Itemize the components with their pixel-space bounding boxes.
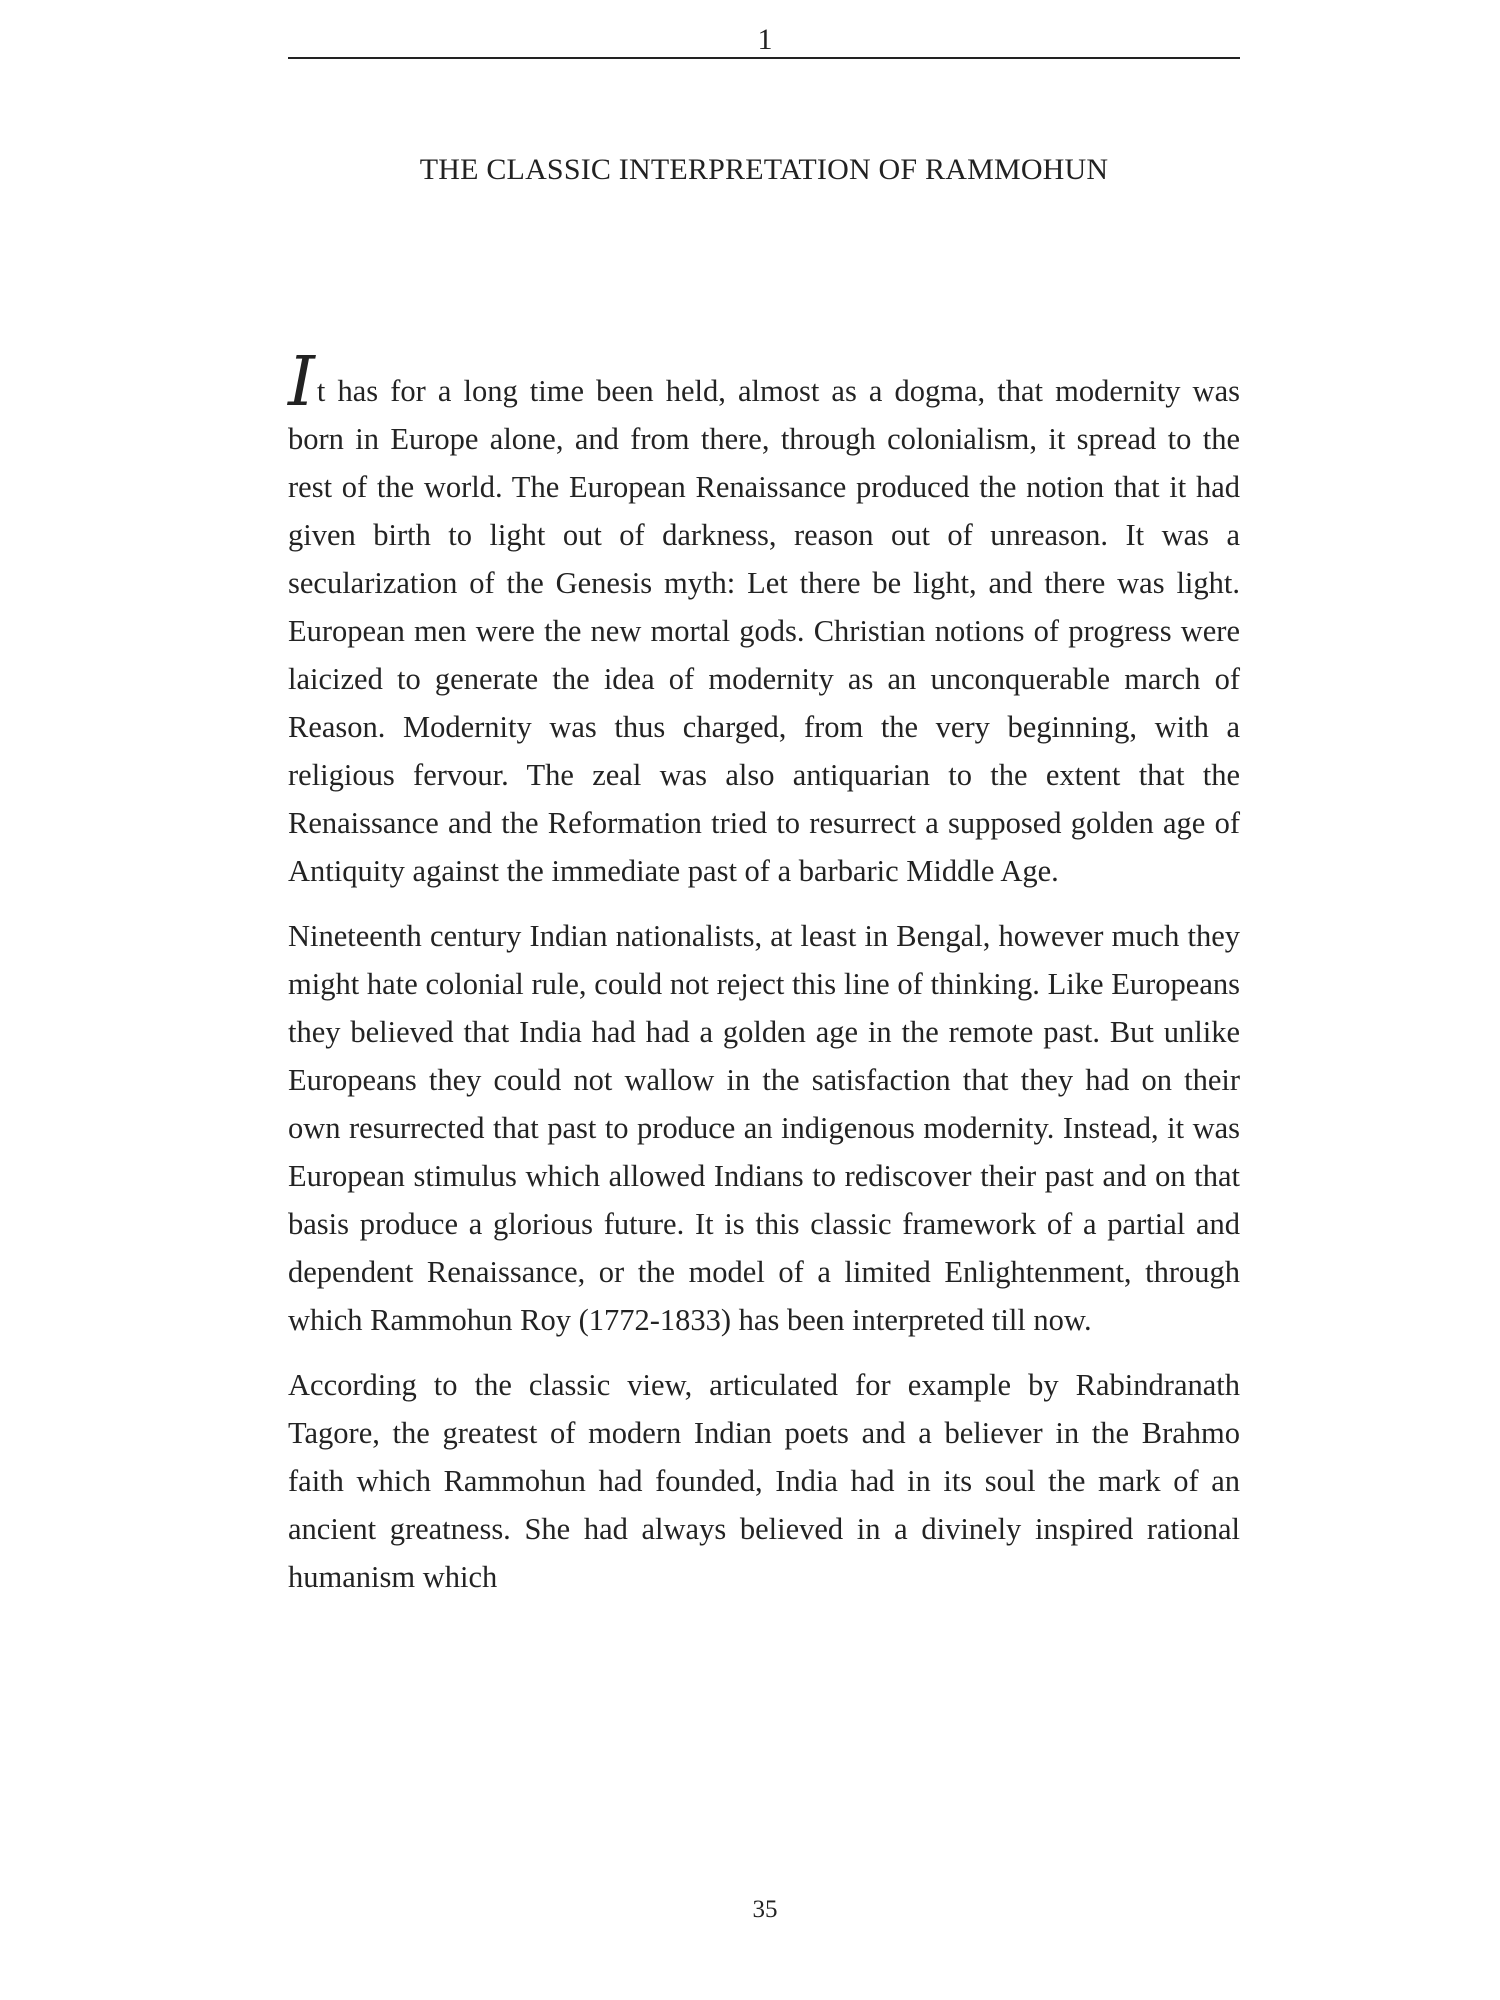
chapter-number: 1 — [757, 23, 773, 56]
body-text — [288, 343, 1240, 1618]
chapter-title: THE CLASSIC INTERPRETATION OF RAMMOHUN — [419, 153, 1109, 186]
paragraph-1-text: t has for a long time been held, almost as a dogma, that modernity was born in Europe alone, and from there, through colonialism, it spread to the rest of the world. The European Renaissance produced the notion that it had given birth to light out of darkness, reason out of unreason. It was a secularization of the Genesis myth: Let there be light, and there was light. European men were the new mortal gods. Christian notions of progress were laicized to generate the idea of modernity as an unconquerable march of Reason. Modernity was thus charged, from the very beginning, with a religious fervour. The zeal was also antiquarian to the extent that the Renaissance and the Reformation tried to resurrect a supposed golden age of Antiquity against the immediate past of a barbaric Middle Age. — [288, 374, 1240, 888]
paragraph-1 — [288, 343, 1240, 895]
page-number: 35 — [752, 1896, 778, 1923]
header-rule — [288, 57, 1240, 59]
paragraph-2: Nineteenth century Indian nationalists, at least in Bengal, however much they might hate colonial rule, could not reject this line of thinking. Like Europeans they believed that India had had a golden age in the remote past. But unlike Europeans they could not wallow in the satisfaction that they had on their own resurrected that past to produce an indigenous modernity. Instead, it was European stimulus which allowed Indians to rediscover their past and on that basis produce a glorious future. It is this classic framework of a partial and dependent Renaissance, or the model of a limited Enlightenment, through which Rammohun Roy (1772-1833) has been interpreted till now. — [288, 919, 1240, 1337]
paragraph-3: According to the classic view, articulated for example by Rabindranath Tagore, the greatest of modern Indian poets and a believer in the Brahmo faith which Rammohun had founded, India had in its soul the mark of an ancient greatness. She had always believed in a divinely inspired rational humanism which — [288, 1368, 1240, 1594]
drop-cap: I — [288, 343, 315, 422]
